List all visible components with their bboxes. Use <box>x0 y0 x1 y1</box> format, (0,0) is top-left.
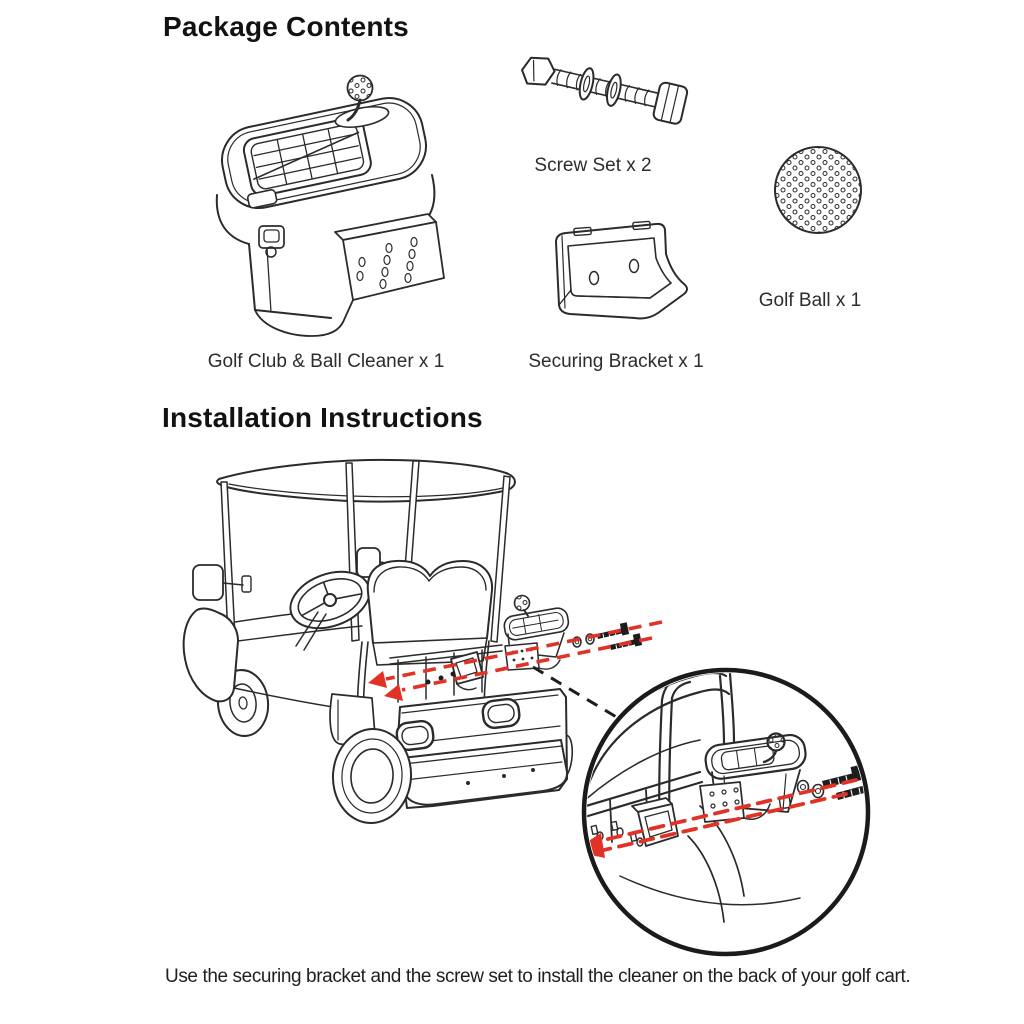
golf-club-ball-cleaner-illustration <box>216 76 444 337</box>
package-item-label-screw-set: Screw Set x 2 <box>534 155 652 176</box>
golf-ball-illustration <box>775 147 861 233</box>
securing-bracket-illustration <box>556 221 687 318</box>
section-title-package-contents: Package Contents <box>163 11 409 42</box>
golf-cart-illustration <box>184 460 575 826</box>
bracket-mount-point <box>451 652 483 690</box>
exploded-cleaner-and-screws <box>503 596 642 671</box>
package-item-label-cleaner: Golf Club & Ball Cleaner x 1 <box>207 351 445 372</box>
screw-set-illustration <box>518 51 688 125</box>
section-title-installation-instructions: Installation Instructions <box>162 402 483 433</box>
magnifier-detail-circle <box>573 670 875 954</box>
cleaner-ball-knob-icon <box>348 76 373 101</box>
package-item-label-securing-bracket: Securing Bracket x 1 <box>528 351 704 372</box>
cleaner-ball-knob-icon <box>515 596 530 611</box>
installation-caption: Use the securing bracket and the screw set to install the cleaner on the back of your golf cart. <box>165 966 911 987</box>
package-item-label-golf-ball: Golf Ball x 1 <box>758 290 862 311</box>
cleaner-ball-knob-icon <box>768 734 785 751</box>
